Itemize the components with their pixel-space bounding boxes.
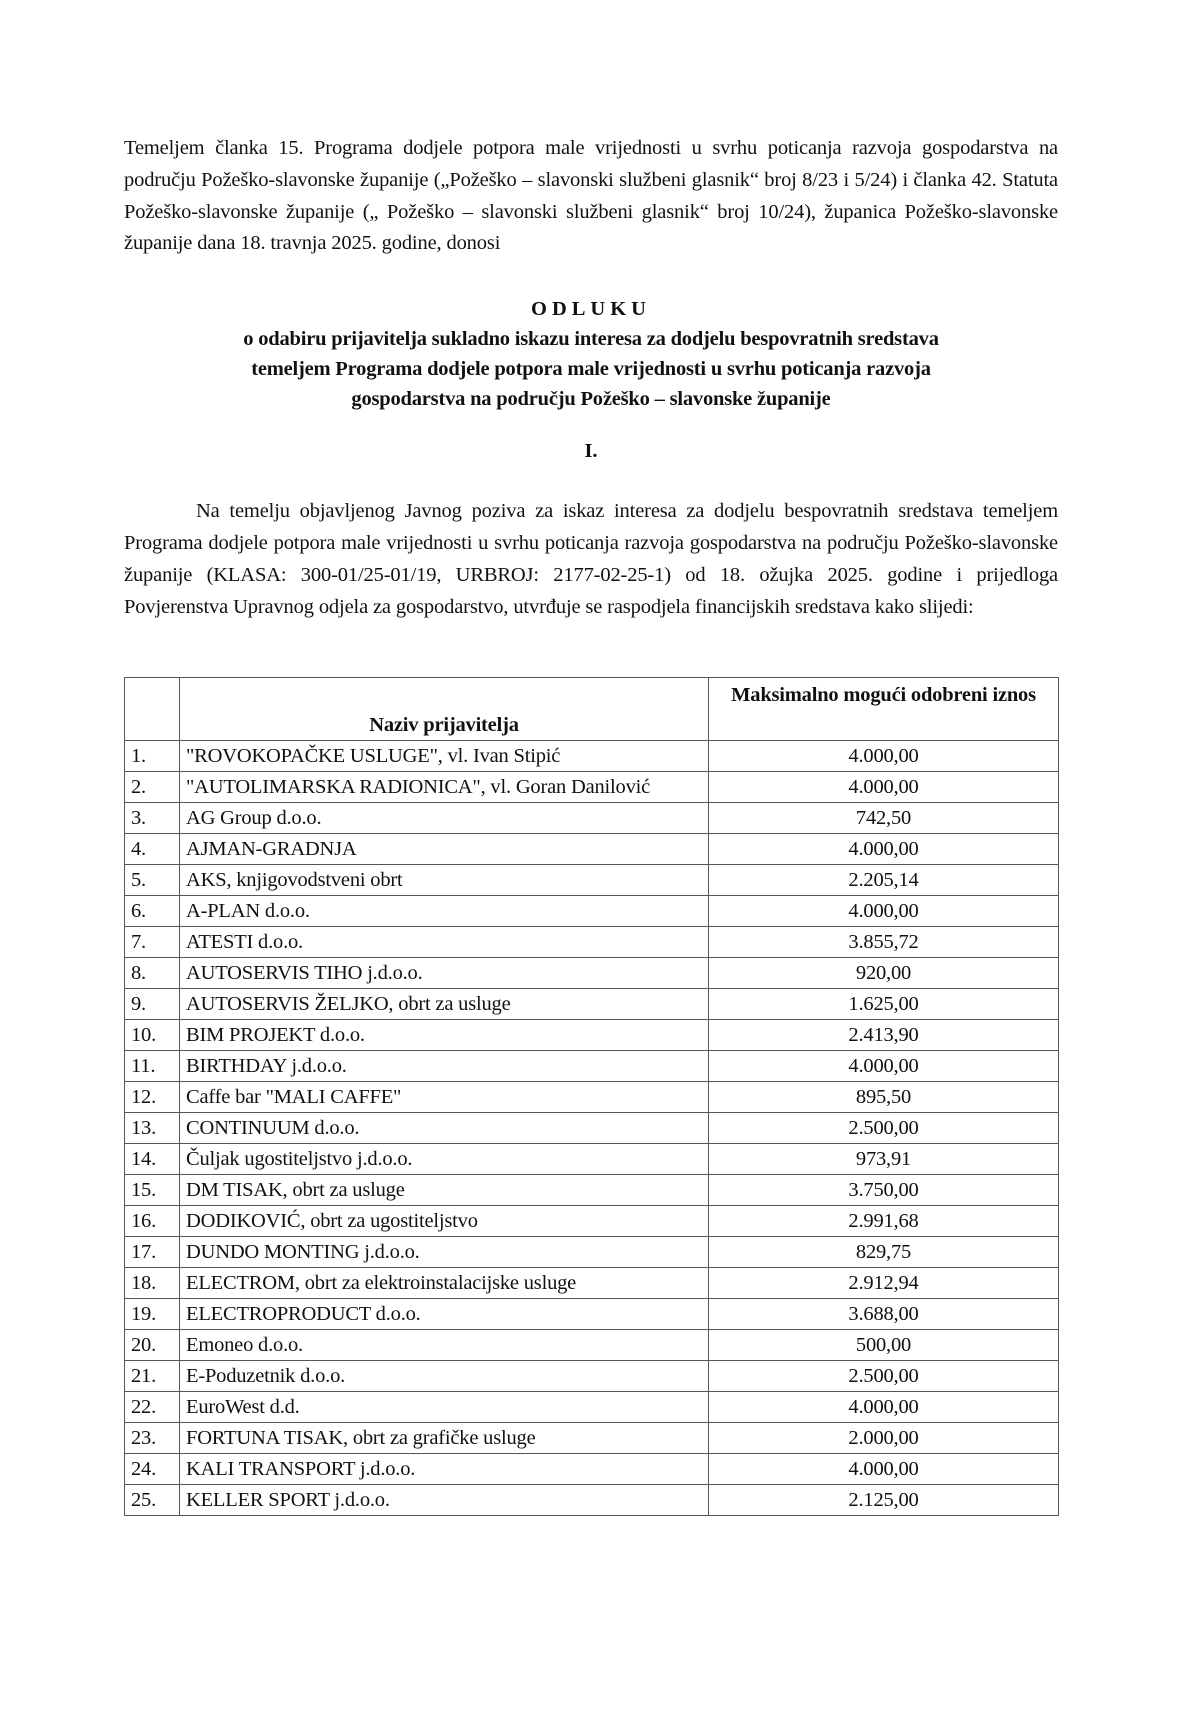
table-row — [125, 927, 1059, 958]
row-number: 14. — [125, 1144, 180, 1175]
applicant-name: KALI TRANSPORT j.d.o.o. — [180, 1454, 709, 1485]
applicant-name: AUTOSERVIS TIHO j.d.o.o. — [180, 958, 709, 989]
applicant-name: "AUTOLIMARSKA RADIONICA", vl. Goran Danilović — [180, 772, 709, 803]
approved-amount: 2.413,90 — [709, 1020, 1059, 1051]
table-row — [125, 1454, 1059, 1485]
approved-amount: 4.000,00 — [709, 1392, 1059, 1423]
table-row — [125, 896, 1059, 927]
applicant-name: FORTUNA TISAK, obrt za grafičke usluge — [180, 1423, 709, 1454]
applicant-name: DODIKOVIĆ, obrt za ugostiteljstvo — [180, 1206, 709, 1237]
approved-amount: 4.000,00 — [709, 1454, 1059, 1485]
applicant-name: AG Group d.o.o. — [180, 803, 709, 834]
table-header-row — [125, 678, 1059, 741]
row-number: 10. — [125, 1020, 180, 1051]
applicants-table — [124, 677, 1059, 1516]
table-row — [125, 1020, 1059, 1051]
applicant-name: ELECTROPRODUCT d.o.o. — [180, 1299, 709, 1330]
applicant-name: AUTOSERVIS ŽELJKO, obrt za usluge — [180, 989, 709, 1020]
section-number: I. — [584, 440, 598, 463]
approved-amount: 2.500,00 — [709, 1113, 1059, 1144]
approved-amount: 2.205,14 — [709, 865, 1059, 896]
applicant-name: KELLER SPORT j.d.o.o. — [180, 1485, 709, 1516]
approved-amount: 4.000,00 — [709, 741, 1059, 772]
approved-amount: 4.000,00 — [709, 896, 1059, 927]
row-number: 21. — [125, 1361, 180, 1392]
header-max-amount: Maksimalno mogući odobreni iznos — [709, 678, 1059, 741]
table-row — [125, 1423, 1059, 1454]
approved-amount: 895,50 — [709, 1082, 1059, 1113]
approved-amount: 500,00 — [709, 1330, 1059, 1361]
approved-amount: 920,00 — [709, 958, 1059, 989]
row-number: 20. — [125, 1330, 180, 1361]
row-number: 18. — [125, 1268, 180, 1299]
applicant-name: ATESTI d.o.o. — [180, 927, 709, 958]
approved-amount: 4.000,00 — [709, 1051, 1059, 1082]
approved-amount: 3.750,00 — [709, 1175, 1059, 1206]
table-row — [125, 1237, 1059, 1268]
table-row — [125, 1051, 1059, 1082]
approved-amount: 2.912,94 — [709, 1268, 1059, 1299]
row-number: 2. — [125, 772, 180, 803]
approved-amount: 2.125,00 — [709, 1485, 1059, 1516]
row-number: 22. — [125, 1392, 180, 1423]
row-number: 16. — [125, 1206, 180, 1237]
applicant-name: Čuljak ugostiteljstvo j.d.o.o. — [180, 1144, 709, 1175]
header-number — [125, 678, 180, 741]
table-row — [125, 1175, 1059, 1206]
applicant-name: DM TISAK, obrt za usluge — [180, 1175, 709, 1206]
applicant-name: AJMAN-GRADNJA — [180, 834, 709, 865]
table-row — [125, 803, 1059, 834]
table-row — [125, 1485, 1059, 1516]
applicant-name: Caffe bar "MALI CAFFE" — [180, 1082, 709, 1113]
table-row — [125, 834, 1059, 865]
approved-amount: 1.625,00 — [709, 989, 1059, 1020]
row-number: 9. — [125, 989, 180, 1020]
approved-amount: 2.991,68 — [709, 1206, 1059, 1237]
applicant-name: DUNDO MONTING j.d.o.o. — [180, 1237, 709, 1268]
row-number: 6. — [125, 896, 180, 927]
section-paragraph: Na temelju objavljenog Javnog poziva za iskaz interesa za dodjelu bespovratnih sredstava temeljem Programa dodjele potpora male vrijednosti u svrhu poticanja razvoja gospodarstva na području Požeško-slavonske županije (KLASA: 300-01/25-01/19, URBROJ: 2177-02-25-1) od 18. ožujka 2025. godine i prijedloga Povjerenstva Upravnog odjela za gospodarstvo, utvrđuje se raspodjela financijskih sredstava kako slijedi: — [124, 500, 1058, 618]
table-row — [125, 865, 1059, 896]
header-applicant-name: Naziv prijavitelja — [180, 678, 709, 741]
applicant-name: CONTINUUM d.o.o. — [180, 1113, 709, 1144]
applicant-name: A-PLAN d.o.o. — [180, 896, 709, 927]
row-number: 15. — [125, 1175, 180, 1206]
table-row — [125, 741, 1059, 772]
row-number: 17. — [125, 1237, 180, 1268]
table-row — [125, 1330, 1059, 1361]
approved-amount: 3.855,72 — [709, 927, 1059, 958]
applicant-name: Emoneo d.o.o. — [180, 1330, 709, 1361]
applicant-name: ELECTROM, obrt za elektroinstalacijske usluge — [180, 1268, 709, 1299]
table-row — [125, 1113, 1059, 1144]
approved-amount: 2.500,00 — [709, 1361, 1059, 1392]
intro-paragraph: Temeljem članka 15. Programa dodjele potpora male vrijednosti u svrhu poticanja razvoja gospodarstva na području Požeško-slavonske županije („Požeško – slavonski službeni glasnik“ broj 8/23 i 5/24) i članka 42. Statuta Požeško-slavonske županije („ Požeško – slavonski službeni glasnik“ broj 10/24), županica Požeško-slavonske županije dana 18. travnja 2025. godine, donosi — [124, 137, 1058, 255]
applicant-name: EuroWest d.d. — [180, 1392, 709, 1423]
row-number: 5. — [125, 865, 180, 896]
row-number: 12. — [125, 1082, 180, 1113]
row-number: 7. — [125, 927, 180, 958]
row-number: 8. — [125, 958, 180, 989]
approved-amount: 742,50 — [709, 803, 1059, 834]
table-row — [125, 1206, 1059, 1237]
table-row — [125, 1361, 1059, 1392]
applicant-name: "ROVOKOPAČKE USLUGE", vl. Ivan Stipić — [180, 741, 709, 772]
approved-amount: 4.000,00 — [709, 834, 1059, 865]
applicant-name: E-Poduzetnik d.o.o. — [180, 1361, 709, 1392]
table-row — [125, 772, 1059, 803]
table-row — [125, 1299, 1059, 1330]
approved-amount: 2.000,00 — [709, 1423, 1059, 1454]
approved-amount: 3.688,00 — [709, 1299, 1059, 1330]
approved-amount: 973,91 — [709, 1144, 1059, 1175]
table-row — [125, 989, 1059, 1020]
row-number: 19. — [125, 1299, 180, 1330]
document-page — [124, 133, 1058, 623]
table-row — [125, 1082, 1059, 1113]
row-number: 3. — [125, 803, 180, 834]
applicant-name: BIRTHDAY j.d.o.o. — [180, 1051, 709, 1082]
table-row — [125, 958, 1059, 989]
row-number: 13. — [125, 1113, 180, 1144]
row-number: 1. — [125, 741, 180, 772]
decision-subtitle-line-1: o odabiru prijavitelja sukladno iskazu interesa za dodjelu bespovratnih sredstava — [243, 328, 939, 351]
decision-title: ODLUKU — [531, 298, 651, 321]
approved-amount: 829,75 — [709, 1237, 1059, 1268]
row-number: 24. — [125, 1454, 180, 1485]
row-number: 4. — [125, 834, 180, 865]
table-row — [125, 1268, 1059, 1299]
approved-amount: 4.000,00 — [709, 772, 1059, 803]
decision-subtitle-line-3: gospodarstva na području Požeško – slavonske županije — [351, 388, 831, 411]
table-row — [125, 1392, 1059, 1423]
decision-subtitle-line-2: temeljem Programa dodjele potpora male vrijednosti u svrhu poticanja razvoja — [251, 358, 931, 381]
applicant-name: AKS, knjigovodstveni obrt — [180, 865, 709, 896]
table-row — [125, 1144, 1059, 1175]
applicant-name: BIM PROJEKT d.o.o. — [180, 1020, 709, 1051]
row-number: 25. — [125, 1485, 180, 1516]
row-number: 11. — [125, 1051, 180, 1082]
row-number: 23. — [125, 1423, 180, 1454]
